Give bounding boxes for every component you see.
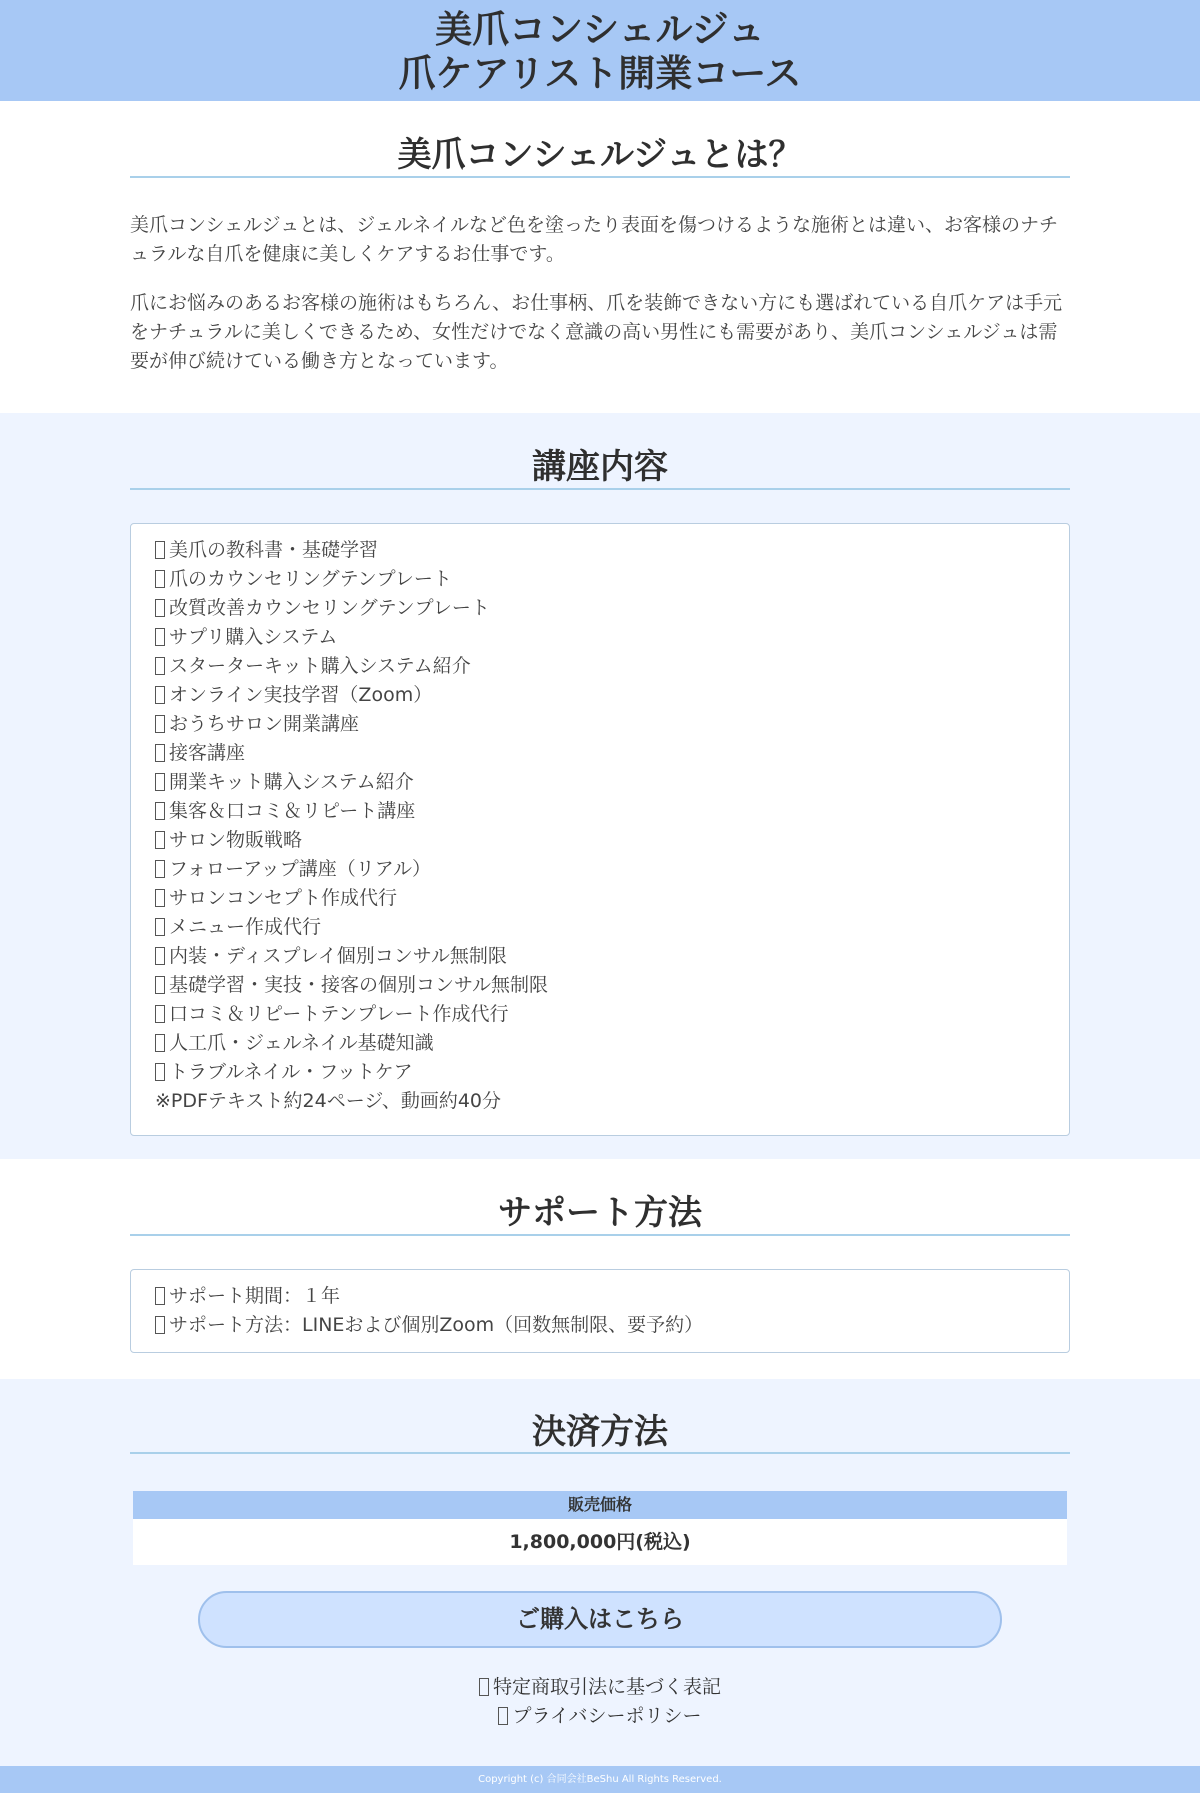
list-item-label: 開業キット購入システム紹介 [169,771,414,793]
price-label: 販売価格 [133,1491,1067,1519]
box-bullet-icon [155,802,165,820]
list-item-label: サロンコンセプト作成代行 [169,887,398,909]
about-paragraph-2-line-2: をナチュラルに美しくできるため、女性だけでなく意識の高い男性にも需要があり、美爪コンシェルジュは需 [130,321,1058,343]
box-bullet-icon [155,744,165,762]
link-bullet-icon [498,1707,508,1725]
list-item [131,1000,1069,1029]
about-paragraph-1-line-1: 美爪コンシェルジュとは、ジェルネイルなど色を塗ったり表面を傷つけるような施術とは違い、お客様のナチ [130,214,1058,236]
box-bullet-icon [155,1316,165,1334]
box-bullet-icon [155,686,165,704]
box-bullet-icon [155,570,165,588]
box-bullet-icon [155,1063,165,1081]
payment-title-rule [130,1452,1070,1454]
list-item-label: サプリ購入システム [169,626,338,648]
box-bullet-icon [155,1034,165,1052]
box-bullet-icon [155,860,165,878]
list-item-label: 集客＆口コミ＆リピート講座 [169,800,416,822]
list-item [131,652,1069,681]
list-item-label: 接客講座 [169,742,246,764]
support-title: サポート方法 [498,1193,702,1233]
page-footer [0,1766,1200,1793]
list-item [131,623,1069,652]
list-item [131,565,1069,594]
list-item-label: 口コミ＆リピートテンプレート作成代行 [169,1003,509,1025]
privacy-policy-link[interactable] [130,1702,1070,1731]
page-header [0,0,1200,101]
list-item [131,971,1069,1000]
box-bullet-icon [155,773,165,791]
list-item [131,942,1069,971]
course-content-box [130,523,1070,1136]
about-title: 美爪コンシェルジュとは？ [397,135,803,175]
course-title-rule [130,488,1070,490]
list-item-label: トラブルネイル・フットケア [169,1061,413,1083]
list-item-label: 基礎学習・実技・接客の個別コンサル無制限 [169,974,549,996]
list-item [131,710,1069,739]
page-title-line1: 美爪コンシェルジュ [435,8,765,51]
about-paragraph-2-line-1: 爪にお悩みのあるお客様の施術はもちろん、お仕事柄、爪を装飾できない方にも選ばれている自爪ケアは手元 [130,292,1063,314]
list-item [131,884,1069,913]
list-item [131,739,1069,768]
box-bullet-icon [155,1287,165,1305]
buy-button[interactable]: ご購入はこちら [198,1591,1002,1648]
list-item [131,1282,1069,1311]
payment-title: 決済方法 [532,1412,668,1452]
box-bullet-icon [155,1005,165,1023]
list-item [131,797,1069,826]
copyright-text: Copyright (c) 合同会社BeShu All Rights Reserved. [478,1774,722,1785]
tokushoho-link-label: 特定商取引法に基づく表記 [492,1676,721,1698]
privacy-policy-link-label: プライバシーポリシー [512,1705,702,1727]
link-bullet-icon [479,1678,489,1696]
support-title-rule [130,1234,1070,1236]
about-paragraph-2-line-3: 要が伸び続けている働き方となっています。 [130,350,509,372]
list-item [131,681,1069,710]
box-bullet-icon [155,657,165,675]
list-item-label: フォローアップ講座（リアル） [169,858,432,880]
list-item [131,855,1069,884]
box-bullet-icon [155,628,165,646]
about-paragraph-1-line-2: ュラルな自爪を健康に美しくケアするお仕事です。 [130,243,565,265]
box-bullet-icon [155,541,165,559]
price-value: 1,800,000円(税込) [133,1519,1067,1565]
box-bullet-icon [155,831,165,849]
list-item [131,536,1069,565]
box-bullet-icon [155,599,165,617]
list-item-label: メニュー作成代行 [169,916,322,938]
page-title-line2: 爪ケアリスト開業コース [398,52,802,95]
about-paragraph-1 [130,211,1070,269]
support-content-box [130,1269,1070,1353]
list-item-label: オンライン実技学習（Zoom） [169,684,433,706]
box-bullet-icon [155,715,165,733]
list-item [131,913,1069,942]
list-item-label: 内装・ディスプレイ個別コンサル無制限 [169,945,507,967]
list-item [131,1311,1069,1340]
list-item-label: 美爪の教科書・基礎学習 [169,539,379,561]
box-bullet-icon [155,918,165,936]
list-item-label: 人工爪・ジェルネイル基礎知識 [169,1032,434,1054]
list-item [131,1058,1069,1087]
list-item-label: おうちサロン開業講座 [169,713,360,735]
list-item-label: 爪のカウンセリングテンプレート [169,568,452,590]
tokushoho-link[interactable] [130,1673,1070,1702]
list-item-label: 改質改善カウンセリングテンプレート [169,597,490,619]
list-item [131,1029,1069,1058]
box-bullet-icon [155,976,165,994]
list-item-label: スターターキット購入システム紹介 [169,655,471,677]
about-paragraph-2 [130,289,1070,376]
box-bullet-icon [155,889,165,907]
list-item-label: サポート方法：LINEおよび個別Zoom（回数無制限、要予約） [169,1314,704,1336]
course-note: ※PDFテキスト約24ページ、動画約40分 [155,1090,502,1112]
list-item [131,826,1069,855]
list-item [131,768,1069,797]
course-title: 講座内容 [532,447,668,487]
list-item-label: サロン物販戦略 [169,829,303,851]
about-title-rule [130,176,1070,178]
list-item [131,594,1069,623]
list-item-label: サポート期間：１年 [169,1285,341,1307]
box-bullet-icon [155,947,165,965]
